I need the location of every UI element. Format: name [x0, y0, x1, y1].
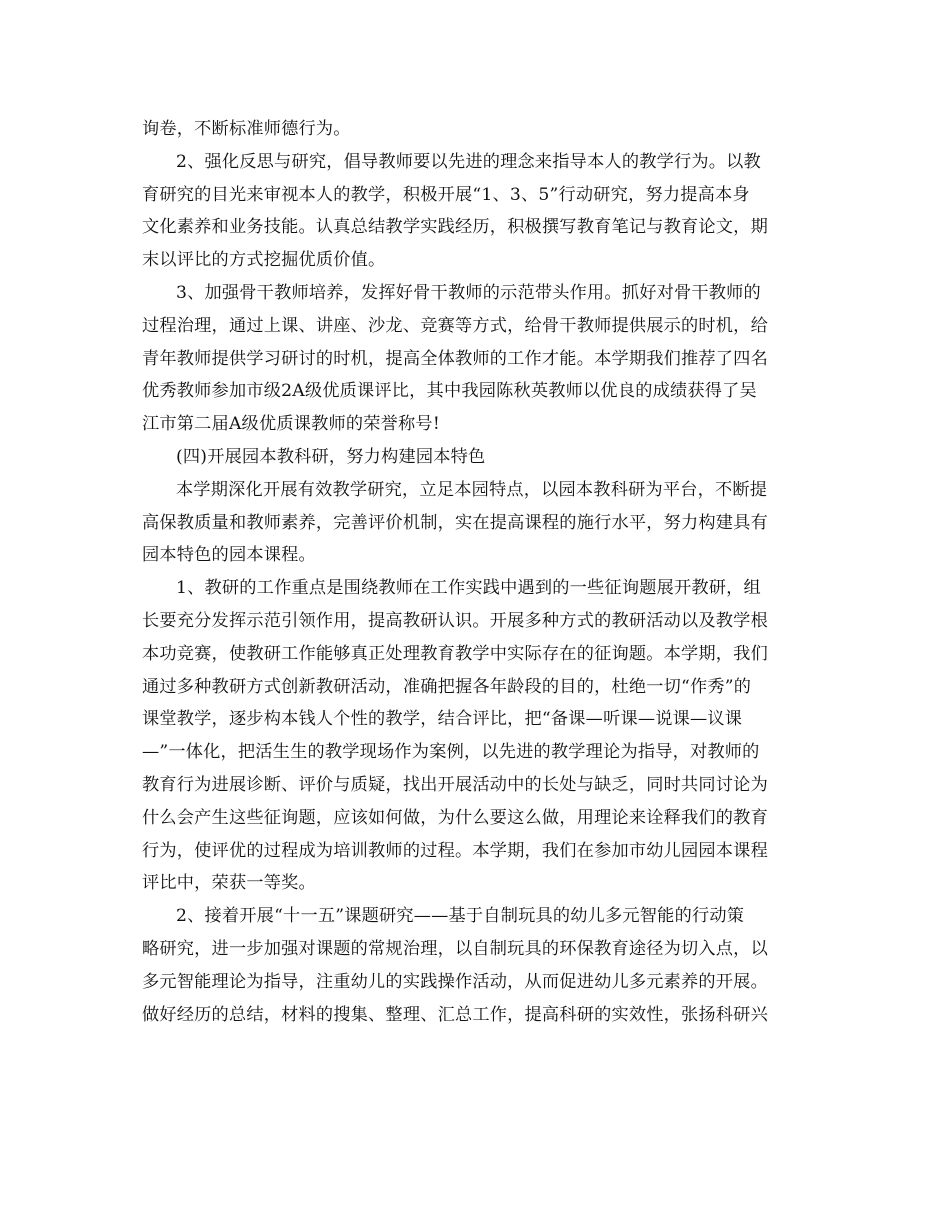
- text-line: 通过多种教研方式创新教研活动，准确把握各年龄段的目的，杜绝一切“作秀”的: [142, 676, 752, 697]
- text-line: 2、强化反思与研究，倡导教师要以先进的理念来指导本人的教学行为。以教: [176, 151, 761, 172]
- text-line: 做好经历的总结，材料的搜集、整理、汇总工作，提高科研的实效性，张扬科研兴: [142, 1004, 768, 1025]
- text-line: 多元智能理论为指导，注重幼儿的实践操作活动，从而促进幼儿多元素养的开展。: [142, 971, 768, 992]
- text-line: 江市第二届A级优质课教师的荣誉称号!: [142, 414, 440, 435]
- text-line: 青年教师提供学习研讨的时机，提高全体教师的工作才能。本学期我们推荐了四名: [142, 348, 768, 369]
- text-line: 1、教研的工作重点是围绕教师在工作实践中遇到的一些征询题展开教研，组: [176, 578, 761, 599]
- text-line: 什么会产生这些征询题，应该如何做，为什么要这么做，用理论来诠释我们的教育: [142, 807, 768, 828]
- text-line: 本功竞赛，使教研工作能够真正处理教育教学中实际存在的征询题。本学期，我们: [142, 643, 768, 664]
- text-line: 2、接着开展“十一五”课题研究——基于自制玩具的幼儿多元智能的行动策: [176, 906, 745, 927]
- text-line: —”一体化，把活生生的教学现场作为案例，以先进的教学理论为指导，对教师的: [142, 742, 760, 763]
- text-line: 询卷，不断标准师德行为。: [142, 119, 351, 139]
- text-line: 文化素养和业务技能。认真总结教学实践经历，积极撰写教育笔记与教育论文，期: [142, 217, 768, 238]
- text-line: 育研究的目光来审视本人的教学，积极开展“1、3、5”行动研究，努力提高本身: [142, 184, 750, 205]
- text-line: 末以评比的方式挖掘优质价值。: [142, 250, 386, 271]
- text-line: 优秀教师参加市级2A级优质课评比，其中我园陈秋英教师以优良的成绩获得了吴: [142, 381, 757, 402]
- text-line: (四)开展园本教科研，努力构建园本特色: [176, 446, 486, 467]
- text-line: 略研究，进一步加强对课题的常规治理，以自制玩具的环保教育途径为切入点，以: [142, 938, 768, 959]
- text-line: 教育行为进展诊断、评价与质疑，找出开展活动中的长处与缺乏，同时共同讨论为: [142, 774, 768, 795]
- text-line: 本学期深化开展有效教学研究，立足本园特点，以园本教科研为平台，不断提: [176, 479, 768, 500]
- text-line: 评比中，荣获一等奖。: [142, 873, 316, 894]
- text-line: 3、加强骨干教师培养，发挥好骨干教师的示范带头作用。抓好对骨干教师的: [176, 282, 761, 303]
- text-line: 课堂教学，逐步构本钱人个性的教学，结合评比，把“备课—听课—说课—议课: [142, 709, 743, 730]
- text-line: 高保教质量和教师素养，完善评价机制，实在提高课程的施行水平，努力构建具有: [142, 512, 768, 533]
- text-line: 园本特色的园本课程。: [142, 545, 316, 566]
- text-line: 过程治理，通过上课、讲座、沙龙、竞赛等方式，给骨干教师提供展示的时机，给: [142, 315, 768, 336]
- text-line: 行为，使评优的过程成为培训教师的过程。本学期，我们在参加市幼儿园园本课程: [142, 840, 768, 861]
- document-body: [142, 113, 814, 1031]
- text-line: 长要充分发挥示范引领作用，提高教研认识。开展多种方式的教研活动以及教学根: [142, 610, 768, 631]
